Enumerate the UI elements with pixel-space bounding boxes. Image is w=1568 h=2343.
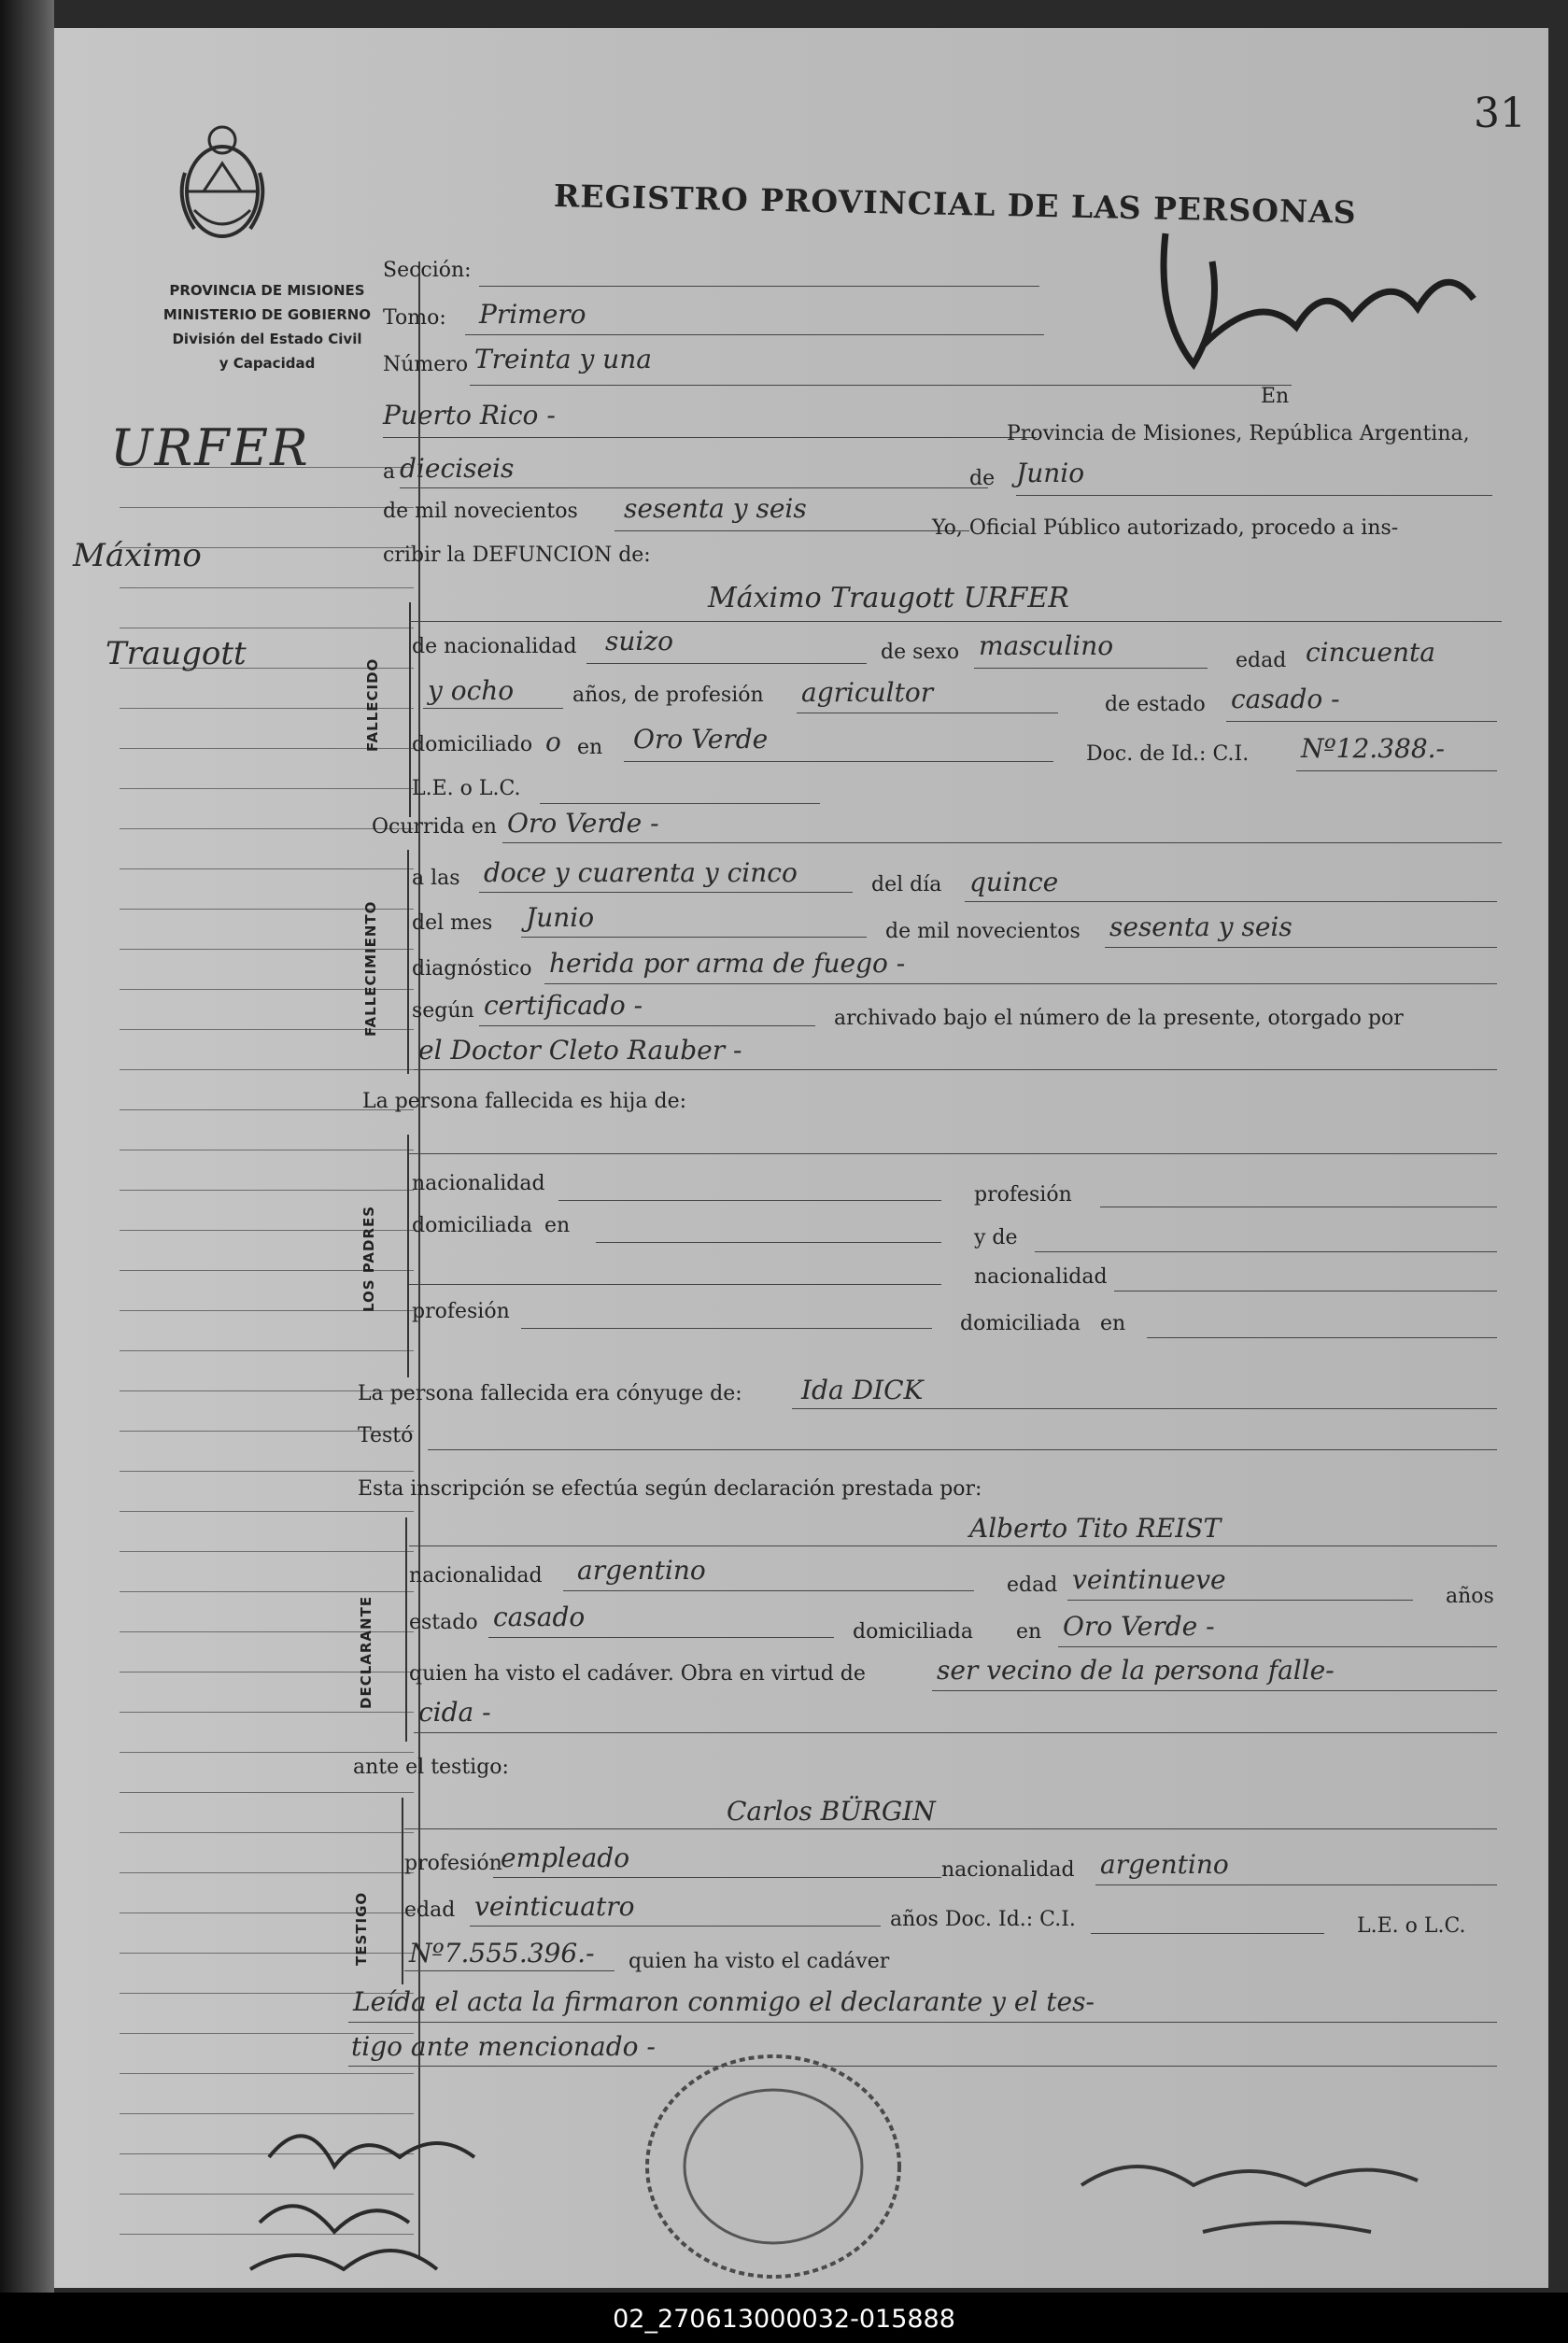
declarante-domicilio-line [1058, 1646, 1497, 1647]
anio-label: de mil novecientos [885, 920, 1081, 943]
image-caption: 02_270613000032-015888 [613, 2305, 955, 2334]
year-prefix: de mil novecientos [383, 500, 578, 523]
anio-line [1105, 947, 1497, 948]
ocurrida-line [502, 842, 1502, 843]
estado-line [1226, 721, 1497, 722]
ocurrida-value: Oro Verde - [507, 808, 659, 839]
official-seal-icon [633, 2050, 913, 2283]
margin-rule [120, 788, 414, 789]
page-number: 31 [1474, 90, 1526, 137]
domiciliado-en-label: en [577, 736, 603, 759]
day-line [400, 487, 988, 488]
conyuge-label: La persona fallecida era cónyuge de: [358, 1382, 742, 1405]
fallecido-nacionalidad: suizo [605, 626, 673, 656]
hora-line [479, 892, 853, 893]
margin-rule [120, 1190, 414, 1191]
alas-label: a las [412, 867, 460, 890]
margin-rule [120, 507, 414, 508]
month-de-label: de [969, 467, 996, 490]
hora-value: doce y cuarenta y cinco [484, 857, 798, 888]
hija-label: La persona fallecida es hija de: [362, 1090, 687, 1113]
margin-rule [120, 868, 414, 869]
year-value: sesenta y seis [624, 493, 807, 524]
testigo-profesion-label: profesión [404, 1852, 502, 1875]
issuer-block [118, 278, 417, 375]
declarante-estado: casado [493, 1602, 586, 1632]
padre-domicilio-line [596, 1242, 941, 1243]
margin-rule [120, 828, 414, 829]
declarante-en-label: en [1016, 1620, 1042, 1644]
dia-value: quince [969, 867, 1059, 897]
tomo-line [465, 334, 1044, 335]
seccion-label: Sección: [383, 259, 472, 282]
testigo-side-label: TESTIGO [353, 1891, 370, 1966]
nacionalidad-line [586, 663, 867, 664]
fallecido-name: Máximo Traugott URFER [708, 582, 1069, 614]
testigo-profesion-line [493, 1877, 941, 1878]
official-signature-icon [1063, 2110, 1483, 2251]
mes-value: Junio [526, 902, 595, 933]
margin-rule [120, 1712, 414, 1713]
sexo-label: de sexo [881, 641, 960, 664]
issuer-line-4: y Capacidad [219, 355, 316, 372]
testigo-ante-label: ante el testigo: [353, 1756, 509, 1779]
padre-name-line [409, 1153, 1497, 1154]
padres-side-label: LOS PADRES [360, 1205, 377, 1312]
testigo-nacionalidad-line [1095, 1884, 1497, 1885]
padre-extra-line [409, 1284, 941, 1285]
testo-line [428, 1449, 1497, 1450]
testigo-doc: Nº7.555.396.- [409, 1938, 595, 1969]
domicilio-line [624, 761, 1053, 762]
declarante-domicilio: Oro Verde - [1063, 1611, 1215, 1642]
month-line [1016, 495, 1492, 496]
testigo-le-label: L.E. o L.C. [1357, 1914, 1466, 1938]
testo-label: Testó [358, 1424, 414, 1447]
declarante-name: Alberto Tito REIST [969, 1513, 1222, 1544]
tomo-label: Tomo: [383, 306, 446, 330]
margin-rule [120, 1832, 414, 1833]
padre-en-label: en [544, 1214, 571, 1237]
place-line [383, 437, 1037, 438]
numero-line [470, 385, 1292, 386]
margin-rule [120, 1872, 414, 1873]
issuer-line-2: MINISTERIO DE GOBIERNO [162, 306, 372, 323]
margin-rule [120, 1551, 414, 1552]
issuer-line-3: División del Estado Civil [172, 331, 362, 347]
testigo-name-line [404, 1828, 1497, 1829]
padre-profesion2-line [521, 1328, 932, 1329]
numero-label: Número [383, 353, 469, 376]
fallecido-profesion: agricultor [801, 677, 934, 708]
testigo-nacionalidad-label: nacionalidad [941, 1858, 1075, 1882]
month-value: Junio [1016, 458, 1085, 488]
le-label: L.E. o L.C. [412, 777, 521, 800]
testigo-ci-line [1091, 1933, 1324, 1934]
padre-nacionalidad-label: nacionalidad [412, 1172, 545, 1195]
fallecido-sexo: masculino [979, 630, 1114, 661]
fallecido-edad-2: y ocho [428, 675, 515, 706]
ocurrida-label: Ocurrida en [372, 815, 497, 839]
testigo-visto-text: quien ha visto el cadáver [629, 1950, 890, 1973]
declarante-virtud-line-1 [932, 1690, 1497, 1691]
segun-line [479, 1025, 815, 1026]
margin-surname: URFER [110, 418, 310, 477]
declarante-edad-line [1067, 1600, 1413, 1601]
fallecido-name-line [409, 621, 1502, 622]
testigo-nacionalidad: argentino [1100, 1849, 1229, 1880]
declarante-edad: veintinueve [1072, 1564, 1226, 1595]
declarante-estado-line [488, 1637, 834, 1638]
domiciliado-label: domiciliado [412, 733, 533, 756]
declarante-nacionalidad-label: nacionalidad [409, 1564, 543, 1588]
mes-line [521, 937, 867, 938]
madre-nacionalidad-label: nacionalidad [974, 1265, 1108, 1289]
testigo-anos-label: años Doc. Id.: C.I. [890, 1908, 1076, 1931]
doc-line [1296, 770, 1497, 771]
a-label: a [383, 460, 396, 484]
closing-line-1: Leída el acta la firmaron conmigo el declarante y el tes- [353, 1986, 1095, 2017]
yde-label: y de [974, 1226, 1018, 1249]
madre-domicilio-line [1147, 1337, 1497, 1338]
margin-rule [120, 2073, 414, 2074]
tomo-value: Primero [479, 299, 586, 330]
margin-rule [120, 1511, 414, 1512]
diagnostico-label: diagnóstico [412, 957, 532, 981]
otorgado-value: el Doctor Cleto Rauber - [418, 1035, 742, 1066]
diagnostico-value: herida por arma de fuego - [549, 948, 906, 979]
declarante-virtud-line-2 [414, 1732, 1497, 1733]
declarante-visto-text: quien ha visto el cadáver. Obra en virtud de [409, 1662, 866, 1686]
book-binding [0, 0, 54, 2297]
declarante-anos-label: años [1446, 1585, 1494, 1608]
closing-rule-2 [348, 2066, 1497, 2067]
estado-label: de estado [1105, 693, 1206, 716]
declarante-virtud-2: cida - [418, 1697, 491, 1728]
margin-rule [120, 1069, 414, 1070]
closing-rule-1 [348, 2022, 1497, 2023]
padre-domiciliada-label: domiciliada [412, 1214, 532, 1237]
edad-label: edad [1236, 649, 1287, 672]
fallecido-domicilio: Oro Verde [633, 724, 769, 755]
margin-rule [120, 1350, 414, 1351]
conyuge-line [792, 1408, 1497, 1409]
madre-en-label: en [1100, 1312, 1126, 1335]
otorgado-line [414, 1069, 1497, 1070]
oficial-text: Yo, Oficial Público autorizado, procedo a ins- [932, 516, 1399, 540]
dia-line [965, 901, 1497, 902]
margin-rule [120, 1752, 414, 1753]
conyuge-value: Ida DICK [801, 1375, 924, 1405]
padre-profesion2-label: profesión [412, 1300, 510, 1323]
seccion-line [479, 286, 1039, 287]
fallecido-nacionalidad-label: de nacionalidad [412, 635, 577, 658]
declarante-edad-label: edad [1007, 1574, 1058, 1597]
fallecido-edad-1: cincuenta [1306, 637, 1435, 668]
anio-value: sesenta y seis [1109, 911, 1293, 942]
domiciliado-mark: o [545, 727, 561, 757]
place-value: Puerto Rico - [383, 400, 556, 430]
margin-rule [120, 1471, 414, 1472]
le-line [540, 803, 820, 804]
segun-label: según [412, 999, 474, 1023]
diagnostico-line [544, 983, 1497, 984]
archivado-text: archivado bajo el número de la presente, otorgado por [834, 1007, 1404, 1030]
fallecido-doc: Nº12.388.- [1301, 733, 1445, 764]
declarante-domiciliada-label: domiciliada [853, 1620, 973, 1644]
dia-label: del día [871, 873, 942, 896]
declarante-nacionalidad: argentino [577, 1555, 706, 1586]
fallecido-estado: casado - [1231, 684, 1340, 714]
registrar-signature-icon [1137, 205, 1511, 383]
coat-of-arms-icon [166, 117, 278, 257]
testigo-doc-line [404, 1970, 614, 1971]
declarante-nacionalidad-line [563, 1590, 974, 1591]
segun-value: certificado - [484, 990, 643, 1021]
testigo-edad-label: edad [404, 1898, 456, 1922]
fallecido-side-label: FALLECIDO [364, 657, 381, 752]
declarante-side-label: DECLARANTE [358, 1595, 374, 1709]
padre-nacionalidad-line [558, 1200, 941, 1201]
en-label: En [1261, 385, 1290, 408]
margin-rule [120, 1591, 414, 1592]
testigo-name: Carlos BÜRGIN [727, 1796, 936, 1827]
document-page [54, 28, 1548, 2288]
closing-line-2: tigo ante mencionado - [351, 2031, 656, 2062]
testigo-edad: veinticuatro [474, 1891, 635, 1922]
margin-first-name: Máximo [73, 537, 202, 574]
testigo-profesion: empleado [501, 1842, 630, 1873]
madre-domiciliada-label: domiciliada [960, 1312, 1081, 1335]
numero-value: Treinta y una [474, 344, 652, 374]
day-value: dieciseis [400, 453, 515, 484]
sexo-line [974, 668, 1208, 669]
mes-label: del mes [412, 911, 493, 935]
year-line [614, 530, 969, 531]
issuer-line-1: PROVINCIA DE MISIONES [169, 282, 365, 299]
margin-second-name: Traugott [106, 635, 247, 672]
inscribir-text: cribir la DEFUNCION de: [383, 543, 651, 567]
padre-profesion-label: profesión [974, 1183, 1072, 1207]
margin-rule [120, 1792, 414, 1793]
edad-line [423, 708, 563, 709]
declarante-estado-label: estado [409, 1611, 478, 1634]
margin-rule [120, 587, 414, 588]
anos-label: años, de profesión [572, 684, 764, 707]
declarante-virtud-1: ser vecino de la persona falle- [937, 1655, 1335, 1686]
declaracion-intro: Esta inscripción se efectúa según declaración prestada por: [358, 1477, 982, 1501]
document-title: REGISTRO PROVINCIAL DE LAS PERSONAS [553, 177, 1358, 232]
provincia-label: Provincia de Misiones, República Argentina, [1007, 422, 1470, 445]
padres-bracket [407, 1135, 418, 1377]
doc-label: Doc. de Id.: C.I. [1086, 742, 1250, 766]
testigo-edad-line [470, 1926, 881, 1927]
fallecimiento-side-label: FALLECIMIENTO [362, 900, 379, 1037]
madre-name-line [1035, 1251, 1497, 1252]
